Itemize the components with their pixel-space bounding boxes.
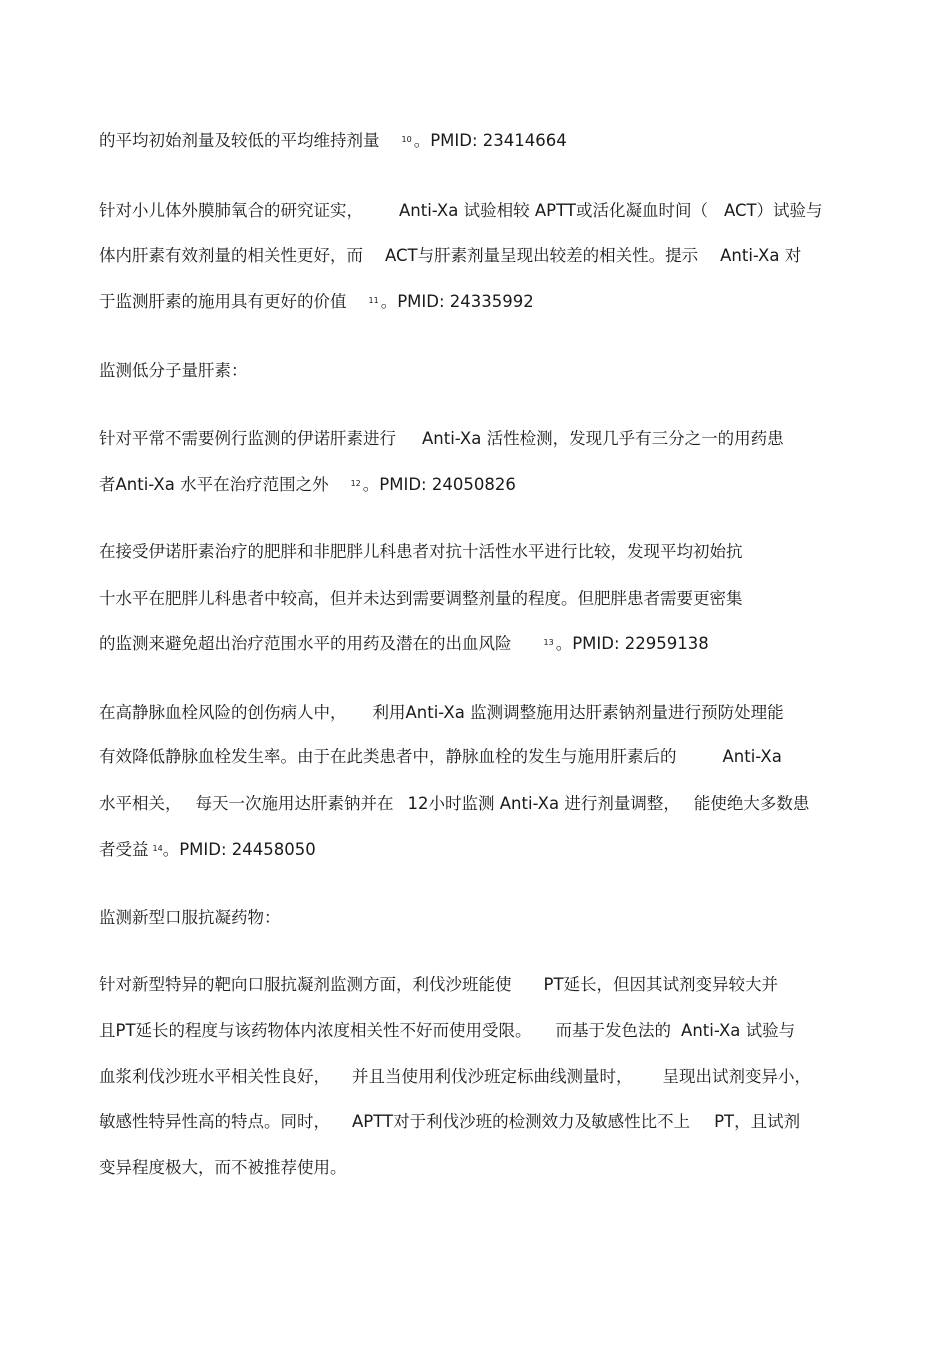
paragraph-6-line-3 (99, 1067, 811, 1087)
citation-ref: 14 (152, 844, 163, 853)
paragraph-6-line-2 (99, 1021, 795, 1041)
paragraph-1-line-1 (99, 131, 567, 154)
paragraph-5-line-4 (99, 840, 316, 863)
pmid-text: 。PMID: 22959138 (555, 634, 709, 653)
text-run: 每天一次施用达肝素钠并在 (195, 794, 394, 813)
text-run: 针对平常不需要例行监测的伊诺肝素进行 (99, 429, 396, 448)
text-run: Anti-Xa (722, 747, 782, 766)
text-run: 且PT延长的程度与该药物体内浓度相关性不好而使用受限。 (99, 1021, 532, 1040)
pmid-text: 。PMID: 23414664 (413, 131, 567, 150)
paragraph-5-line-2 (99, 747, 782, 767)
paragraph-6-line-4 (99, 1112, 800, 1132)
paragraph-5-line-1 (99, 703, 784, 723)
paragraph-3-line-2 (99, 475, 516, 498)
paragraph-4-line-2: 十水平在肥胖儿科患者中较高，但并未达到需要调整剂量的程度。但肥胖患者需要更密集 (99, 589, 743, 608)
paragraph-3-line-1 (99, 429, 784, 449)
text-run: 的平均初始剂量及较低的平均维持剂量 (99, 131, 380, 150)
paragraph-2-line-2 (99, 246, 801, 266)
text-run: APTT对于利伐沙班的检测效力及敏感性比不上 (352, 1112, 691, 1131)
text-run: 水平相关， (99, 794, 182, 813)
section-heading-lmwh: 监测低分子量肝素： (99, 361, 248, 380)
text-run: 能使绝大多数患 (693, 794, 810, 813)
text-run: 于监测肝素的施用具有更好的价值 (99, 292, 347, 311)
text-run: 的监测来避免超出治疗范围水平的用药及潜在的出血风险 (99, 634, 512, 653)
citation-ref: 11 (368, 296, 379, 305)
text-run: 针对小儿体外膜肺氧合的研究证实， (99, 201, 363, 220)
citation-ref: 10 (401, 135, 412, 144)
text-run: 敏感性特异性高的特点。同时， (99, 1112, 330, 1131)
text-run: 利用Anti-Xa 监测调整施用达肝素钠剂量进行预防处理能 (372, 703, 784, 722)
paragraph-5-line-3 (99, 794, 809, 814)
pmid-text: 。PMID: 24050826 (362, 475, 516, 494)
text-run: 有效降低静脉血栓发生率。由于在此类患者中，静脉血栓的发生与施用肝素后的 (99, 747, 677, 766)
paragraph-4-line-1: 在接受伊诺肝素治疗的肥胖和非肥胖儿科患者对抗十活性水平进行比较，发现平均初始抗 (99, 542, 743, 561)
text-run: ACT）试验与 (723, 201, 823, 220)
text-run: 而基于发色法的 (555, 1021, 672, 1040)
text-run: 并且当使用利伐沙班定标曲线测量时， (352, 1067, 633, 1086)
paragraph-4-line-3 (99, 634, 709, 657)
text-run: 者受益 (99, 840, 149, 859)
paragraph-2-line-1 (99, 201, 823, 221)
pmid-text: 。PMID: 24335992 (380, 292, 534, 311)
text-run: 体内肝素有效剂量的相关性更好，而 (99, 246, 363, 265)
text-run: Anti-Xa 活性检测，发现几乎有三分之一的用药患 (422, 429, 784, 448)
text-run: Anti-Xa 试验与 (681, 1021, 796, 1040)
paragraph-6-line-5: 变异程度极大，而不被推荐使用。 (99, 1158, 347, 1177)
text-run: 在高静脉血栓风险的创伤病人中， (99, 703, 347, 722)
text-run: PT延长，但因其试剂变异较大并 (543, 975, 779, 994)
pmid-text: 。PMID: 24458050 (162, 840, 316, 859)
text-run: 者Anti-Xa 水平在治疗范围之外 (99, 475, 329, 494)
paragraph-2-line-3 (99, 292, 534, 315)
section-heading-noac: 监测新型口服抗凝药物： (99, 908, 281, 927)
text-run: ACT与肝素剂量呈现出较差的相关性。提示 (385, 246, 699, 265)
citation-ref: 12 (350, 479, 361, 488)
paragraph-6-line-1 (99, 975, 778, 995)
text-run: 12小时监测 Anti-Xa 进行剂量调整， (407, 794, 680, 813)
text-run: Anti-Xa 试验相较 APTT或活化凝血时间（ (399, 201, 708, 220)
text-run: 血浆利伐沙班水平相关性良好， (99, 1067, 330, 1086)
text-run: PT，且试剂 (714, 1112, 801, 1131)
text-run: 针对新型特异的靶向口服抗凝剂监测方面，利伐沙班能使 (99, 975, 512, 994)
citation-ref: 13 (543, 638, 554, 647)
text-run: Anti-Xa 对 (720, 246, 802, 265)
text-run: 呈现出试剂变异小， (662, 1067, 811, 1086)
